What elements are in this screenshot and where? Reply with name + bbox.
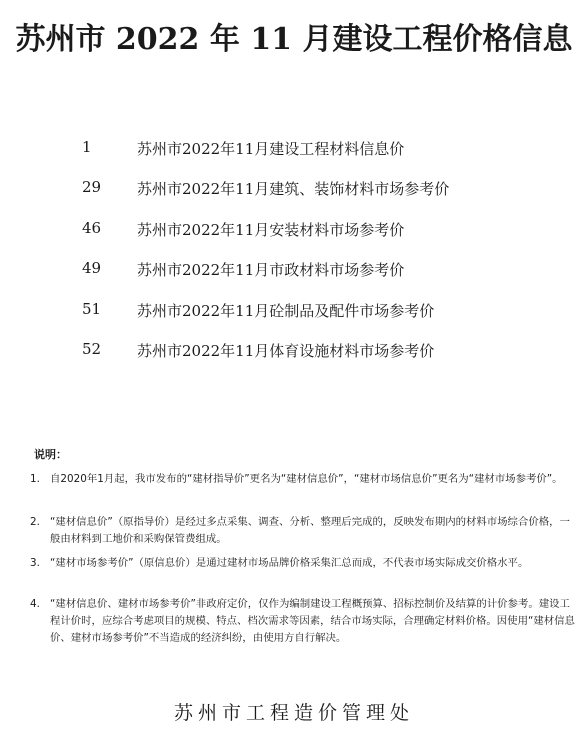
note-number: 2. [30, 516, 40, 528]
toc-page-number: 46 [82, 219, 102, 237]
toc-entry-title: 苏州市2022年11月市政材料市场参考价 [137, 261, 405, 279]
toc-entry-title: 苏州市2022年11月体育设施材料市场参考价 [137, 342, 435, 360]
toc-entry-title: 苏州市2022年11月建筑、装饰材料市场参考价 [137, 180, 450, 198]
toc-page-number: 49 [82, 259, 102, 277]
toc-item [0, 340, 588, 364]
toc-entry-title: 苏州市2022年11月安装材料市场参考价 [137, 221, 405, 239]
note-text: 自2020年1月起，我市发布的“建材指导价”更名为“建材信息价”，“建材市场信息价”更名为“建材市场参考价”。 [50, 473, 563, 485]
note-number: 3. [30, 557, 40, 569]
toc-page-number: 29 [82, 178, 102, 196]
page-title: 苏州市 2022 年 11 月建设工程价格信息 [15, 22, 573, 57]
note-number: 1. [30, 473, 40, 485]
toc-page-number: 1 [82, 138, 92, 156]
toc-item [0, 219, 588, 243]
toc-page-number: 51 [82, 300, 102, 318]
toc-item [0, 259, 588, 283]
toc-entry-title: 苏州市2022年11月建设工程材料信息价 [137, 140, 405, 158]
toc-item [0, 138, 588, 162]
toc-entry-title: 苏州市2022年11月砼制品及配件市场参考价 [137, 302, 435, 320]
note-text: “建材信息价、建材市场参考价”非政府定价，仅作为编制建设工程概预算、招标控制价及结算的计价参考。建设工程计价时，应综合考虑项目的规模、特点、档次需求等因素，结合市场实际，合理确定材料价格。因使用“建材信息价、建材市场参考价”不当造成的经济纠纷，由使用方自行解决。 [50, 598, 575, 644]
notes-heading: 说明： [34, 448, 67, 461]
toc-page-number: 52 [82, 340, 102, 358]
note-text: “建材市场参考价”（原信息价）是通过建材市场品牌价格采集汇总而成，不代表市场实际成交价格水平。 [50, 557, 529, 569]
note-number: 4. [30, 598, 40, 610]
issuer-name: 苏州市工程造价管理处 [173, 702, 414, 724]
toc-item [0, 300, 588, 324]
toc-item [0, 178, 588, 202]
note-text: “建材信息价”（原指导价）是经过多点采集、调查、分析、整理后完成的，反映发布期内的材料市场综合价格，一般由材料到工地价和采购保管费组成。 [50, 516, 570, 545]
